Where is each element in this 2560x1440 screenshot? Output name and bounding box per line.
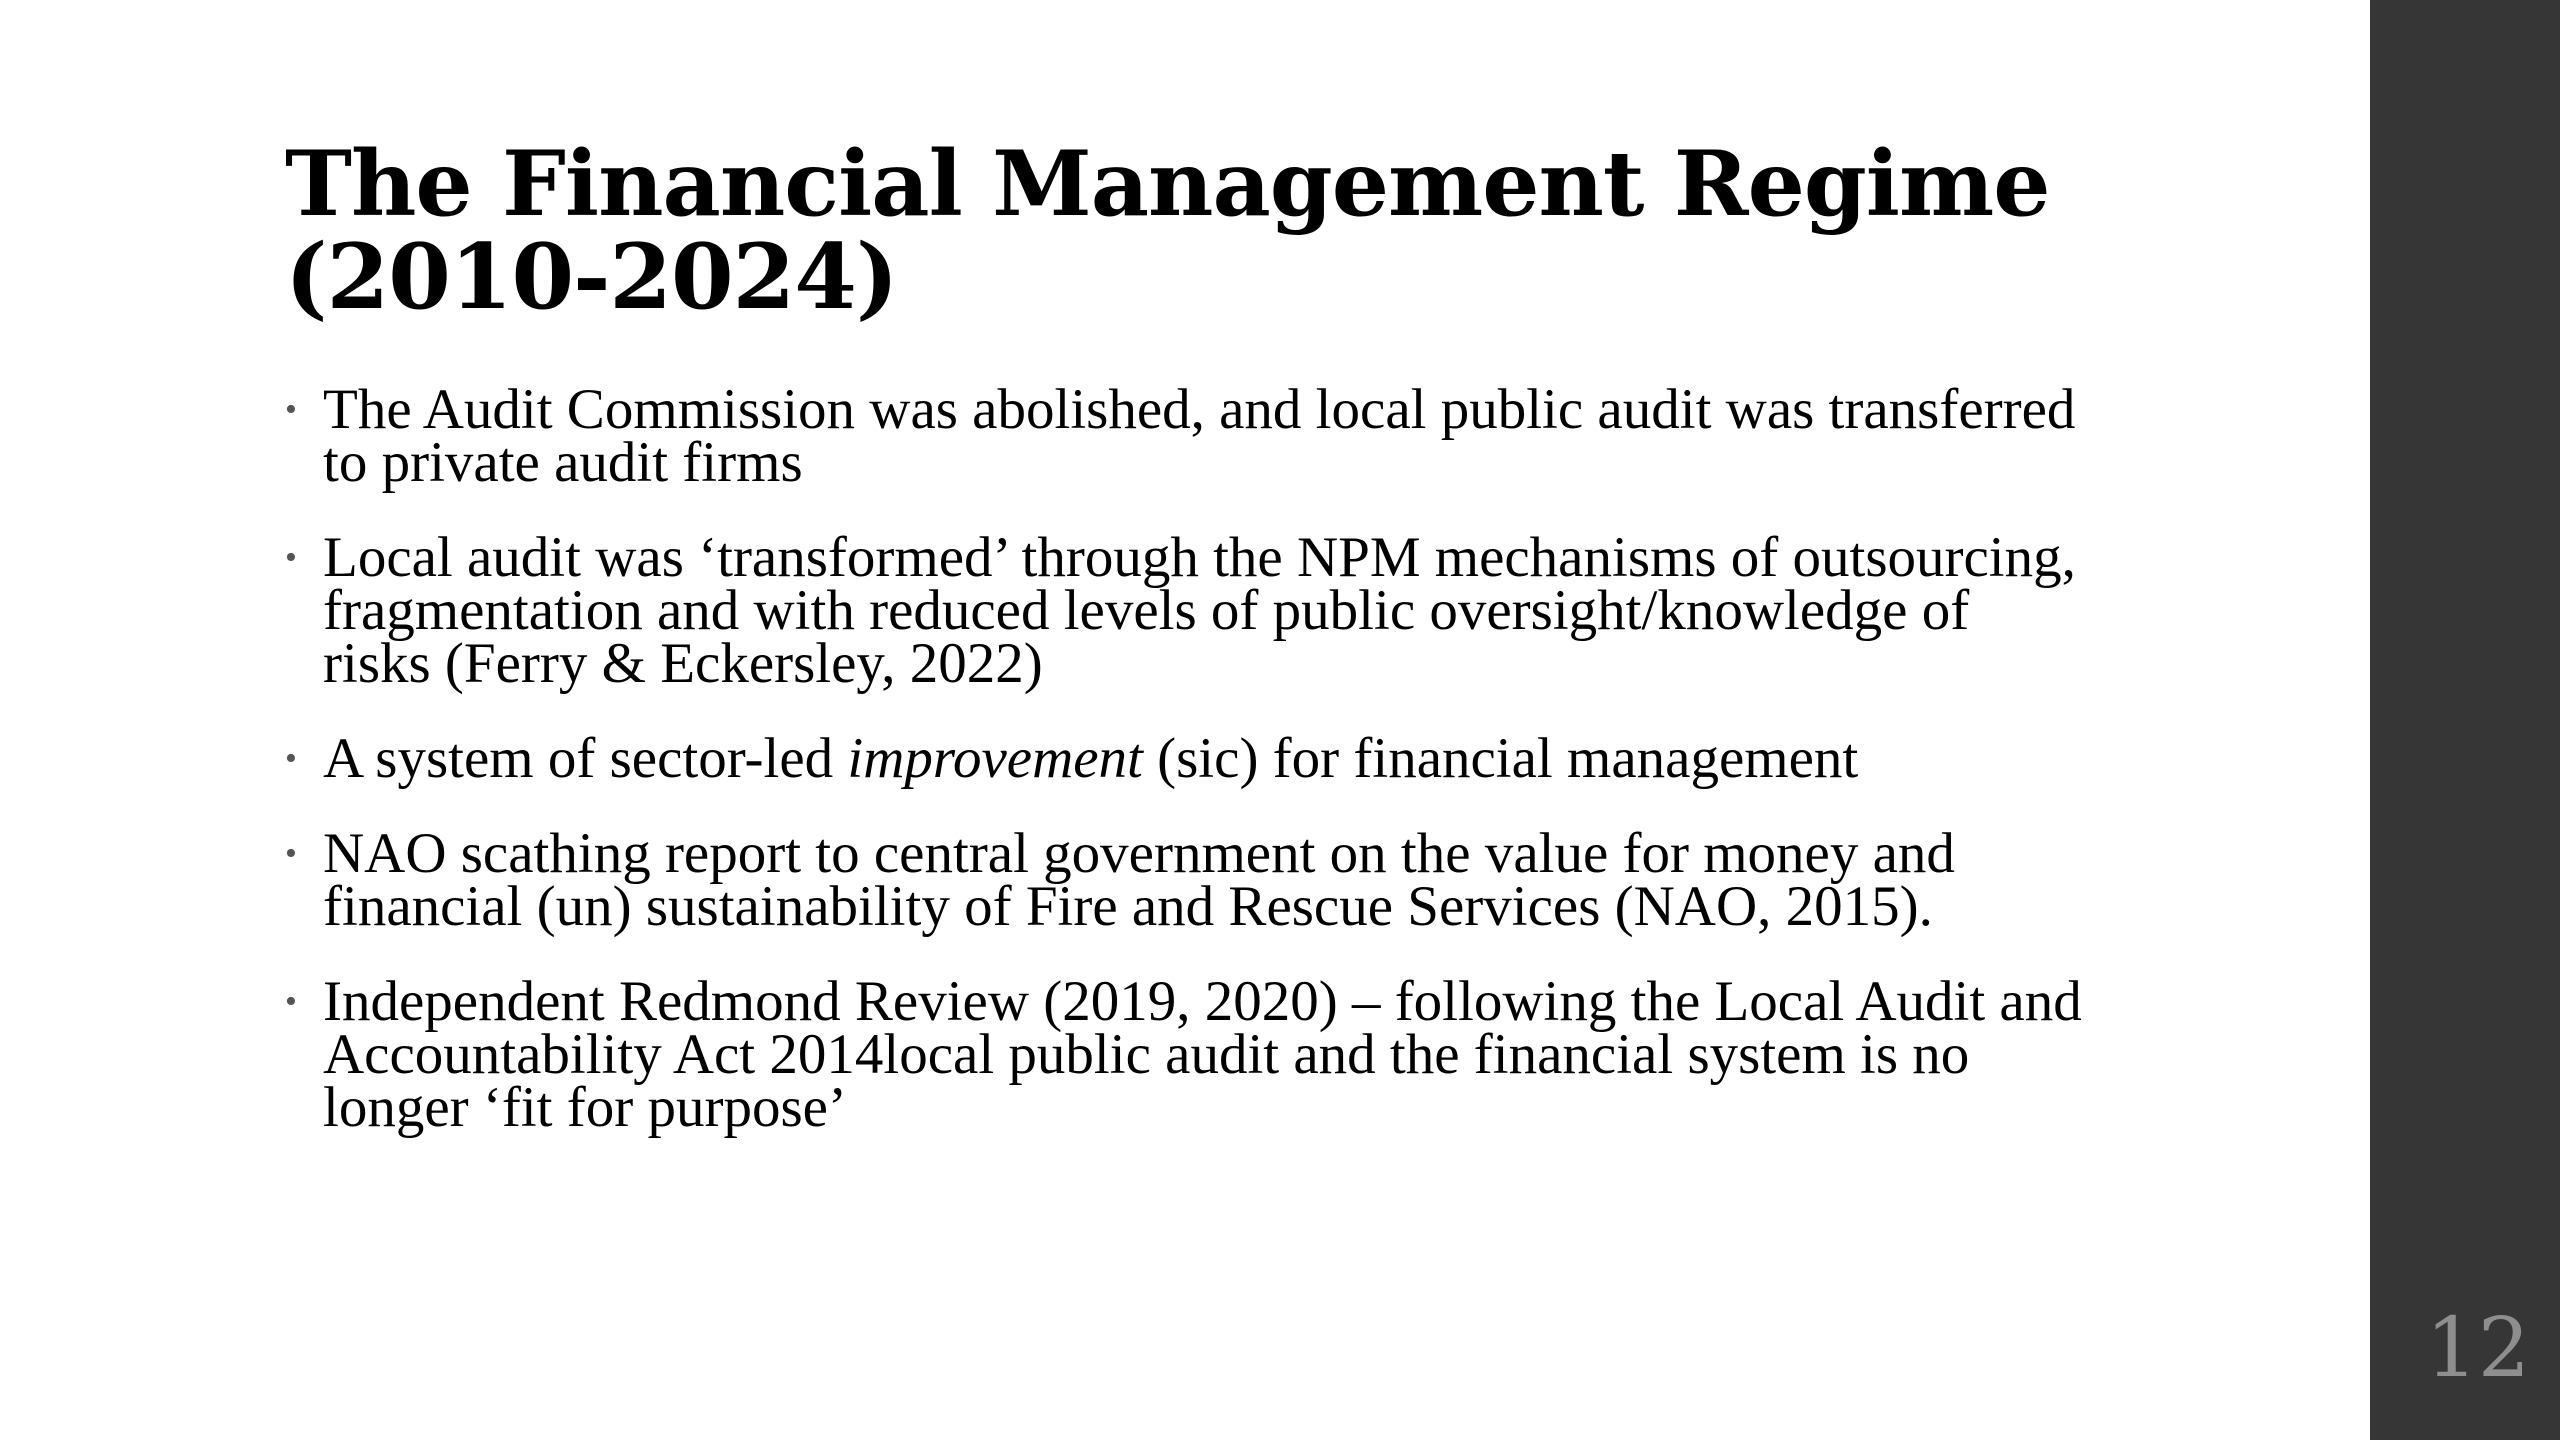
bullet-item — [285, 970, 2085, 1139]
bullet-text-italic: improvement — [847, 727, 1143, 790]
side-bar — [2370, 0, 2560, 1440]
bullet-text: Independent Redmond Review (2019, 2020) – following the Local Audit and Accountability Act 2014local public audit and the financial system is no longer ‘fit for purpose’ — [323, 970, 2082, 1139]
bullet-marker: • — [285, 740, 297, 777]
bullet-text: Local audit was ‘transformed’ through the NPM mechanisms of outsourcing, fragmentation and with reduced levels of public oversight/knowledge of risks (Ferry & Eckersley, 2022) — [323, 526, 2076, 695]
bullet-item — [285, 378, 2085, 494]
bullet-item — [285, 526, 2085, 695]
bullet-marker: • — [285, 391, 297, 428]
bullet-marker: • — [285, 835, 297, 872]
bullet-marker: • — [285, 983, 297, 1020]
bullet-marker: • — [285, 539, 297, 576]
bullet-text-before: A system of sector-led — [323, 727, 848, 790]
bullet-text: NAO scathing report to central government on the value for money and financial (un) sustainability of Fire and Rescue Services (NAO, 2015). — [323, 822, 1955, 938]
slide-number: 12 — [2425, 1301, 2530, 1396]
bullet-item — [285, 727, 2085, 790]
slide-title: The Financial Management Regime (2010-2024) — [285, 131, 2050, 330]
bullet-item — [285, 822, 2085, 938]
bullet-list — [285, 378, 2085, 1176]
bullet-text-after: (sic) for financial management — [1142, 727, 1859, 790]
bullet-text: The Audit Commission was abolished, and local public audit was transferred to private audit firms — [323, 378, 2076, 494]
